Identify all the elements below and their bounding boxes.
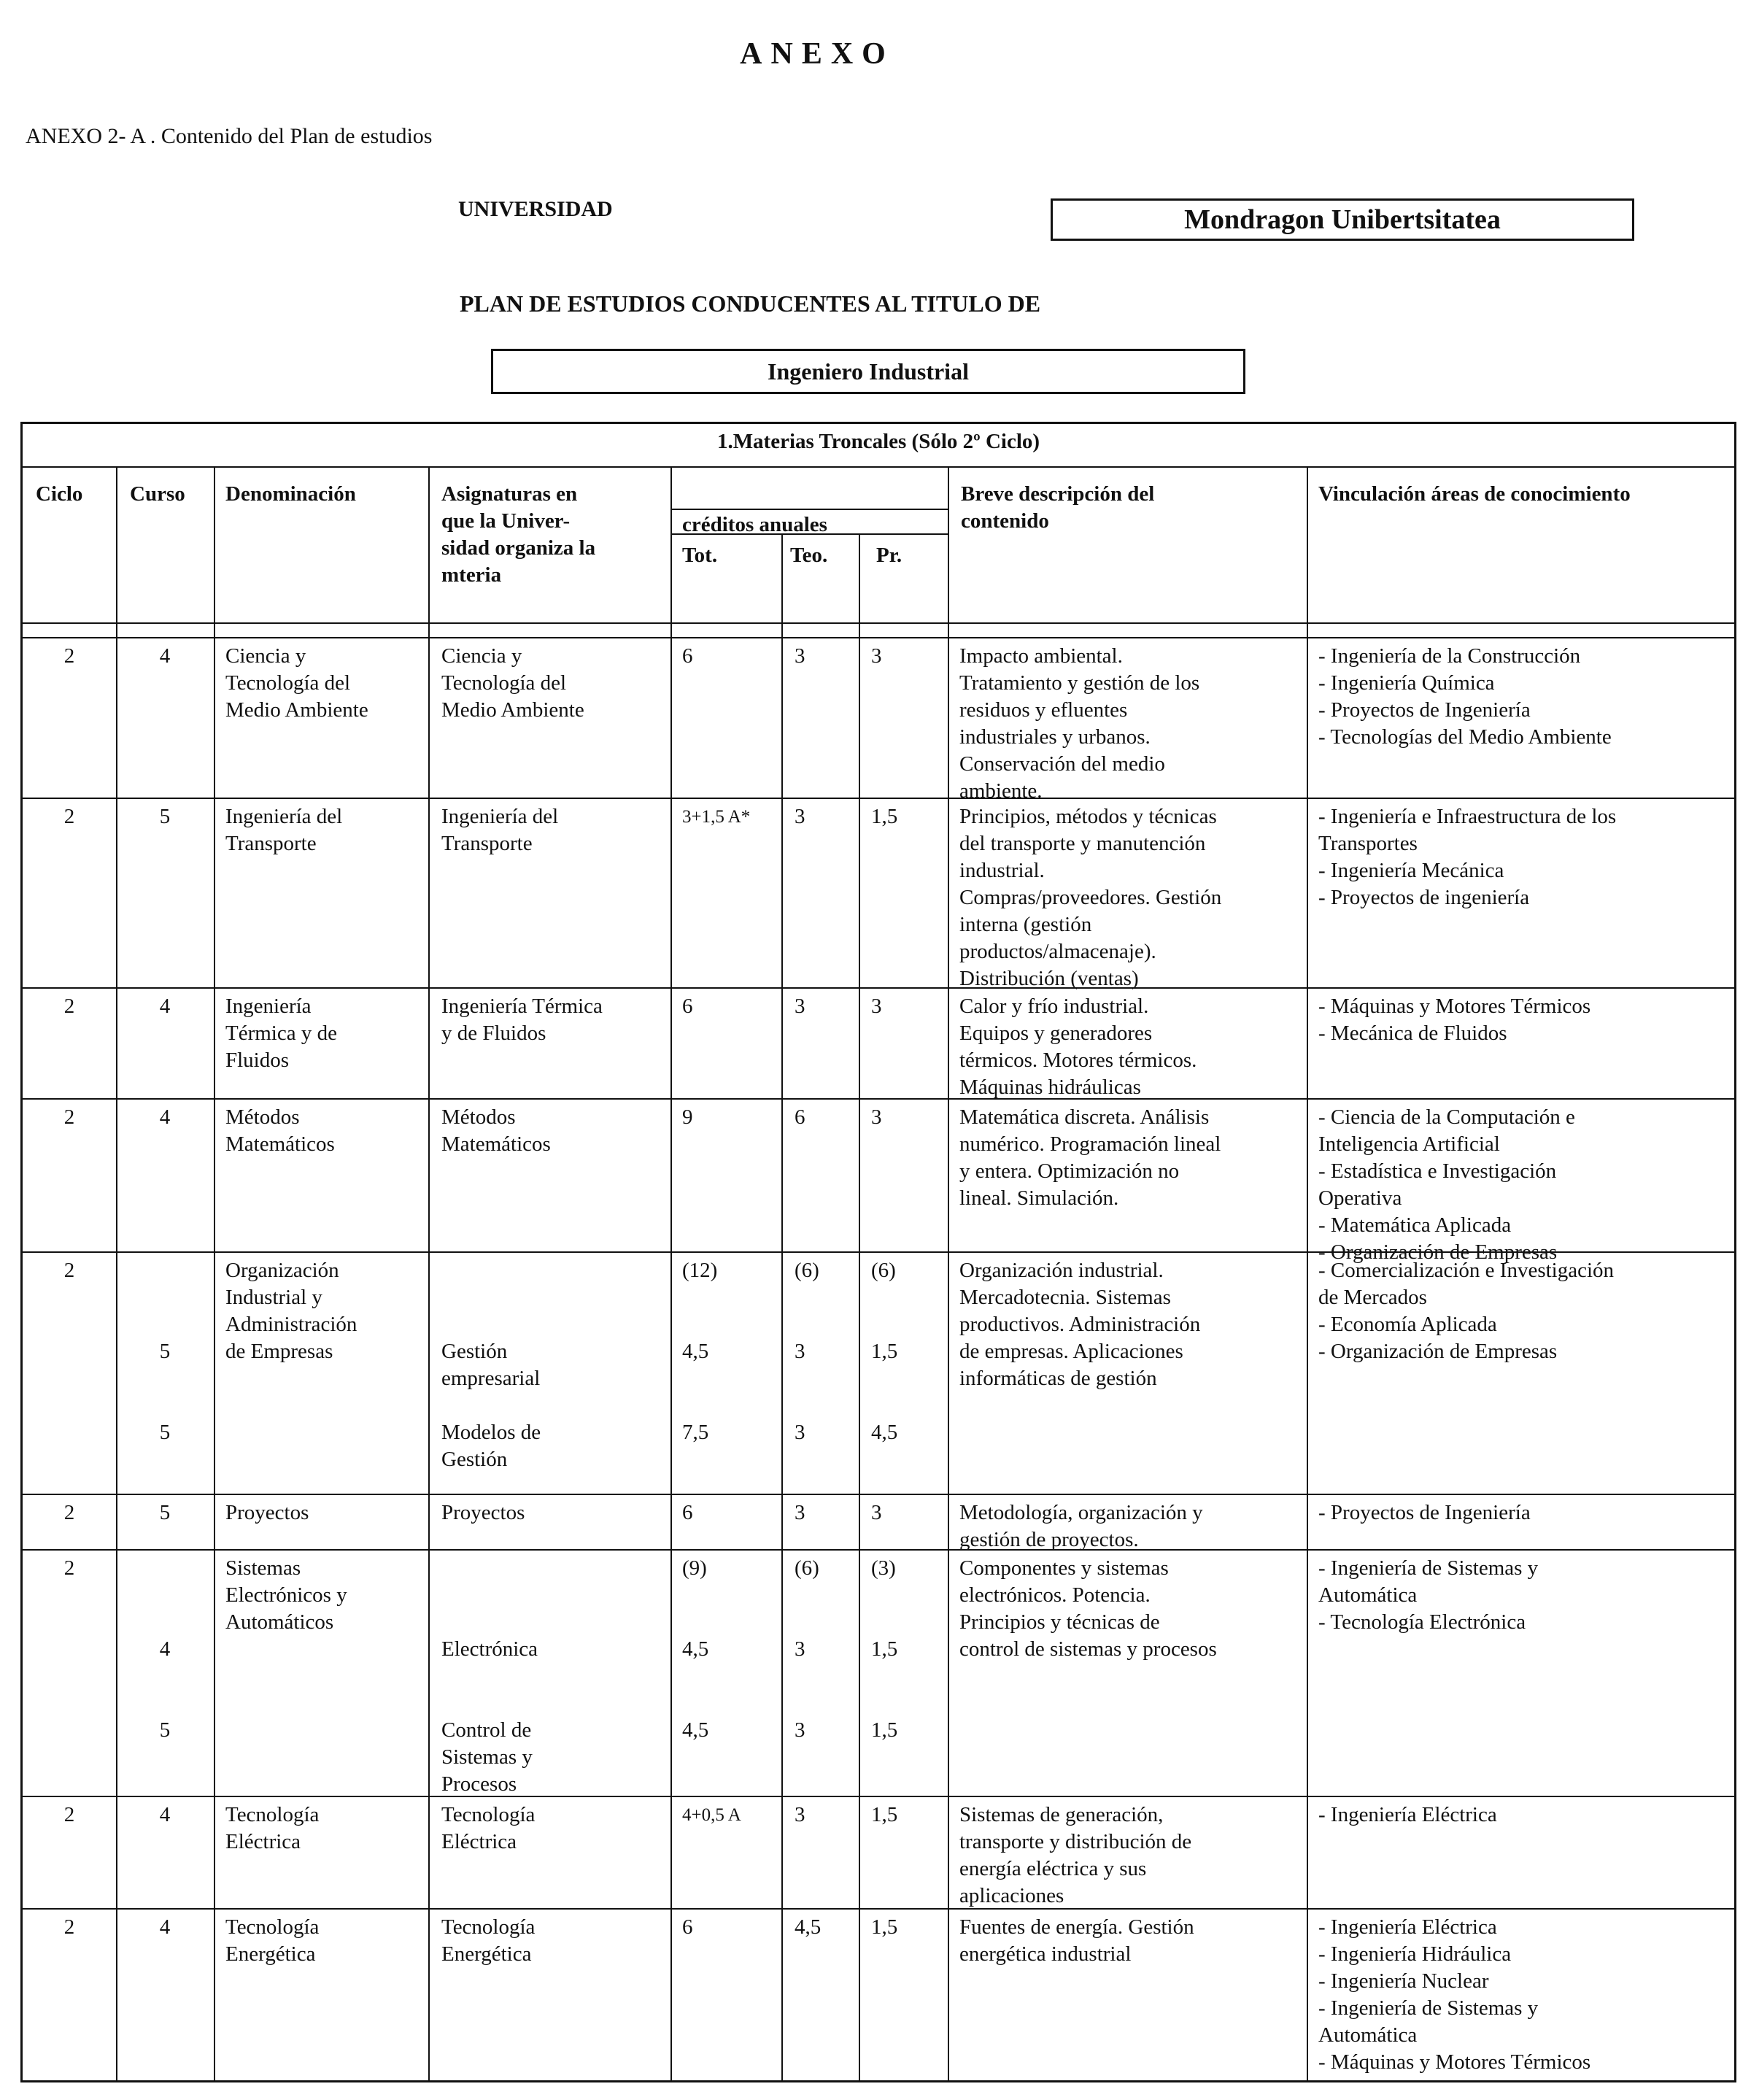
cell-teo: 3	[795, 1637, 805, 1661]
table-rule	[23, 987, 1734, 989]
cell-asignatura: Tecnología Energética	[441, 1915, 536, 1966]
table-rule	[23, 1908, 1734, 1910]
header-creditos: créditos anuales	[682, 513, 827, 536]
cell-asignatura: Electrónica	[441, 1637, 538, 1661]
cell-descripcion: Calor y frío industrial. Equipos y generadores térmicos. Motores térmicos. Máquinas hidráulicas	[959, 995, 1197, 1099]
cell-denominacion: Proyectos	[225, 1501, 309, 1524]
cell-curso: 4	[159, 995, 171, 1018]
table-rule	[23, 622, 1734, 624]
cell-pr: 3	[871, 995, 882, 1018]
header-tot: Tot.	[682, 544, 718, 567]
cell-descripcion: Matemática discreta. Análisis numérico. Programación lineal y entera. Optimización no lineal. Simulación.	[959, 1105, 1221, 1210]
cell-asignatura: Ingeniería del Transporte	[441, 805, 559, 855]
cell-vinculacion: - Ingeniería de la Construcción - Ingeniería Química - Proyectos de Ingeniería - Tecnologías del Medio Ambiente	[1318, 644, 1612, 749]
cell-tot: 4,5	[682, 1718, 709, 1742]
table-rule	[670, 533, 948, 535]
cell-vinculacion: - Proyectos de Ingeniería	[1318, 1501, 1531, 1524]
cell-pr: 3	[871, 1105, 882, 1129]
table-rule	[859, 533, 860, 2080]
cell-teo: 3	[795, 1501, 805, 1524]
subjects-table	[20, 422, 1736, 2082]
cell-tot: 6	[682, 644, 693, 668]
cell-asignatura: Gestión empresarial	[441, 1340, 541, 1390]
cell-asignatura: Proyectos	[441, 1501, 525, 1524]
header-asignaturas: Asignaturas en que la Univer- sidad organiza la mteria	[441, 482, 596, 587]
cell-vinculacion: - Comercialización e Investigación de Mercados - Economía Aplicada - Organización de Empresas	[1318, 1259, 1615, 1363]
table-rule	[23, 1494, 1734, 1495]
table-rule	[23, 1796, 1734, 1797]
cell-curso: 5	[159, 1421, 171, 1444]
page-title: ANEXO	[740, 37, 894, 71]
cell-denominacion: Organización Industrial y Administración de Empresas	[225, 1259, 357, 1363]
cell-ciclo: 2	[63, 1803, 75, 1826]
cell-pr: 1,5	[871, 1915, 898, 1939]
cell-pr: 1,5	[871, 1340, 898, 1363]
cell-teo: 3	[795, 644, 805, 668]
cell-curso: 4	[159, 644, 171, 668]
cell-teo: (6)	[795, 1556, 819, 1580]
cell-curso: 5	[159, 1501, 171, 1524]
cell-denominacion: Sistemas Electrónicos y Automáticos	[225, 1556, 347, 1634]
cell-descripcion: Componentes y sistemas electrónicos. Potencia. Principios y técnicas de control de sistemas y procesos	[959, 1556, 1217, 1661]
cell-curso: 4	[159, 1803, 171, 1826]
cell-asignatura: Tecnología Eléctrica	[441, 1803, 536, 1853]
table-rule	[781, 533, 783, 2080]
cell-tot: (9)	[682, 1556, 707, 1580]
cell-pr: 4,5	[871, 1421, 898, 1444]
university-name-box: Mondragon Unibertsitatea	[1051, 198, 1634, 241]
cell-asignatura: Modelos de Gestión	[441, 1421, 541, 1471]
cell-teo: 3	[795, 1718, 805, 1742]
cell-asignatura: Ingeniería Térmica y de Fluidos	[441, 995, 603, 1045]
table-rule	[23, 798, 1734, 799]
table-rule	[116, 466, 117, 2080]
cell-pr: 1,5	[871, 1637, 898, 1661]
cell-tot: 4+0,5 A	[682, 1805, 741, 1825]
table-rule	[214, 466, 215, 2080]
cell-tot: 6	[682, 995, 693, 1018]
cell-tot: 7,5	[682, 1421, 709, 1444]
cell-denominacion: Tecnología Energética	[225, 1915, 320, 1966]
cell-teo: (6)	[795, 1259, 819, 1282]
cell-tot: 6	[682, 1501, 693, 1524]
table-rule	[1307, 466, 1308, 2080]
cell-teo: 3	[795, 805, 805, 828]
cell-teo: 3	[795, 1421, 805, 1444]
cell-ciclo: 2	[63, 1105, 75, 1129]
cell-ciclo: 2	[63, 995, 75, 1018]
cell-tot: 4,5	[682, 1340, 709, 1363]
cell-ciclo: 2	[63, 805, 75, 828]
annex-subtitle: ANEXO 2- A . Contenido del Plan de estudios	[26, 124, 433, 148]
table-rule	[23, 1549, 1734, 1551]
cell-descripcion: Sistemas de generación, transporte y distribución de energía eléctrica y sus aplicaciones	[959, 1803, 1192, 1907]
cell-denominacion: Ingeniería Térmica y de Fluidos	[225, 995, 337, 1072]
cell-curso: 4	[159, 1637, 171, 1661]
cell-tot: 6	[682, 1915, 693, 1939]
cell-descripcion: Metodología, organización y gestión de proyectos.	[959, 1501, 1203, 1551]
cell-ciclo: 2	[63, 644, 75, 668]
cell-denominacion: Ingeniería del Transporte	[225, 805, 343, 855]
cell-vinculacion: - Ciencia de la Computación e Inteligencia Artificial - Estadística e Investigación Operativa - Matemática Aplicada - Organización de Empresas	[1318, 1105, 1575, 1264]
header-curso: Curso	[130, 482, 185, 506]
cell-asignatura: Ciencia y Tecnología del Medio Ambiente	[441, 644, 584, 722]
cell-descripcion: Fuentes de energía. Gestión energética industrial	[959, 1915, 1194, 1966]
header-teo: Teo.	[790, 544, 828, 567]
header-denominacion: Denominación	[225, 482, 356, 506]
cell-ciclo: 2	[63, 1259, 75, 1282]
table-rule	[670, 466, 672, 2080]
cell-descripcion: Principios, métodos y técnicas del transporte y manutención industrial. Compras/proveedores. Gestión interna (gestión productos/almacenaje). Distribución (ventas)	[959, 805, 1222, 990]
cell-denominacion: Ciencia y Tecnología del Medio Ambiente	[225, 644, 368, 722]
cell-tot: 4,5	[682, 1637, 709, 1661]
header-ciclo: Ciclo	[36, 482, 83, 506]
cell-teo: 6	[795, 1105, 805, 1129]
cell-asignatura: Control de Sistemas y Procesos	[441, 1718, 533, 1796]
cell-vinculacion: - Ingeniería Eléctrica	[1318, 1803, 1497, 1826]
header-vinculacion: Vinculación áreas de conocimiento	[1318, 482, 1631, 506]
cell-vinculacion: - Ingeniería Eléctrica - Ingeniería Hidráulica - Ingeniería Nuclear - Ingeniería de Sistemas y Automática - Máquinas y Motores Térmicos	[1318, 1915, 1591, 2074]
table-rule	[670, 509, 948, 510]
cell-asignatura: Métodos Matemáticos	[441, 1105, 551, 1156]
header-pr: Pr.	[876, 544, 902, 567]
cell-teo: 3	[795, 1340, 805, 1363]
cell-pr: (3)	[871, 1556, 896, 1580]
cell-tot: 9	[682, 1105, 693, 1129]
table-rule	[948, 466, 949, 2080]
cell-denominacion: Métodos Matemáticos	[225, 1105, 335, 1156]
cell-teo: 4,5	[795, 1915, 822, 1939]
cell-ciclo: 2	[63, 1556, 75, 1580]
cell-denominacion: Tecnología Eléctrica	[225, 1803, 320, 1853]
cell-tot: (12)	[682, 1259, 718, 1282]
table-caption: 1.Materias Troncales (Sólo 2º Ciclo)	[716, 430, 1040, 453]
table-rule	[23, 1098, 1734, 1100]
cell-pr: 1,5	[871, 1718, 898, 1742]
cell-vinculacion: - Máquinas y Motores Térmicos - Mecánica de Fluidos	[1318, 995, 1591, 1045]
cell-pr: 1,5	[871, 805, 898, 828]
table-rule	[23, 466, 1734, 468]
cell-curso: 5	[159, 1340, 171, 1363]
header-descripcion: Breve descripción del contenido	[961, 482, 1155, 533]
cell-pr: (6)	[871, 1259, 896, 1282]
cell-ciclo: 2	[63, 1501, 75, 1524]
plan-heading: PLAN DE ESTUDIOS CONDUCENTES AL TITULO DE	[460, 290, 1041, 317]
cell-ciclo: 2	[63, 1915, 75, 1939]
cell-curso: 4	[159, 1105, 171, 1129]
cell-tot: 3+1,5 A*	[682, 807, 751, 827]
table-rule	[23, 637, 1734, 638]
cell-curso: 4	[159, 1915, 171, 1939]
cell-teo: 3	[795, 1803, 805, 1826]
cell-vinculacion: - Ingeniería de Sistemas y Automática - Tecnología Electrónica	[1318, 1556, 1539, 1634]
degree-title-box: Ingeniero Industrial	[491, 349, 1245, 394]
cell-curso: 5	[159, 1718, 171, 1742]
cell-curso: 5	[159, 805, 171, 828]
cell-pr: 1,5	[871, 1803, 898, 1826]
cell-teo: 3	[795, 995, 805, 1018]
cell-descripcion: Impacto ambiental. Tratamiento y gestión de los residuos y efluentes industriales y urbanos. Conservación del medio ambiente.	[959, 644, 1200, 803]
cell-vinculacion: - Ingeniería e Infraestructura de los Transportes - Ingeniería Mecánica - Proyectos de ingeniería	[1318, 805, 1617, 909]
cell-pr: 3	[871, 1501, 882, 1524]
university-label: UNIVERSIDAD	[458, 197, 613, 221]
cell-pr: 3	[871, 644, 882, 668]
cell-descripcion: Organización industrial. Mercadotecnia. Sistemas productivos. Administración de empresas. Aplicaciones informáticas de gestión	[959, 1259, 1201, 1390]
